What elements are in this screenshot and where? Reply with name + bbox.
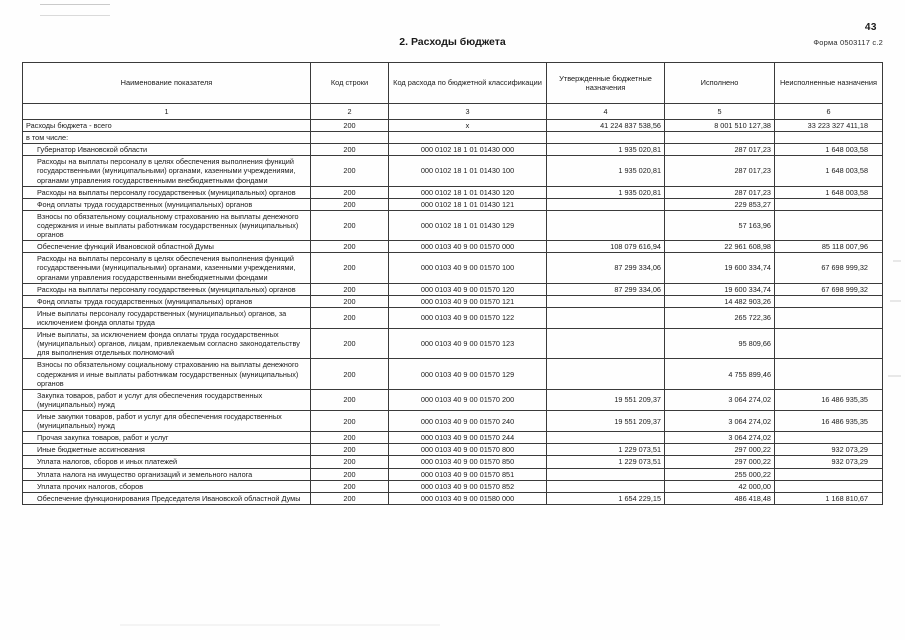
row-indicator-name: Обеспечение функций Ивановской областной Думы [23,241,311,253]
row-unexecuted-amount: 67 698 999,32 [775,253,883,283]
row-indicator-name: Губернатор Ивановской области [23,144,311,156]
row-approved-amount [547,480,665,492]
row-unexecuted-amount [775,295,883,307]
column-header-approved: Утвержденные бюджетные назначения [547,63,665,104]
table-row [23,198,883,210]
row-line-code: 200 [311,144,389,156]
row-line-code: 200 [311,241,389,253]
row-indicator-name: Расходы на выплаты персоналу в целях обеспечения выполнения функций государственными (муниципальными) органами, казенными учреждениями, органами управления государственными внебюджетными фондами [23,253,311,283]
page-number: 43 [864,22,877,33]
row-approved-amount: 108 079 616,94 [547,241,665,253]
table-row [23,307,883,328]
column-number-3: 3 [389,104,547,120]
row-approved-amount: 19 551 209,37 [547,389,665,410]
table-row [23,253,883,283]
table-row [23,156,883,186]
row-indicator-name: Взносы по обязательному социальному страхованию на выплаты денежного содержания и иные выплаты работникам государственных (муниципальных) органов [23,210,311,240]
row-line-code: 200 [311,468,389,480]
row-line-code: 200 [311,329,389,359]
table-row [23,186,883,198]
row-line-code: 200 [311,480,389,492]
row-line-code: 200 [311,198,389,210]
row-approved-amount [547,198,665,210]
column-header-name: Наименование показателя [23,63,311,104]
row-unexecuted-amount: 1 648 003,58 [775,156,883,186]
row-approved-amount [547,295,665,307]
row-indicator-name: Расходы на выплаты персоналу государственных (муниципальных) органов [23,186,311,198]
row-kbk-code: 000 0103 40 9 00 01570 000 [389,241,547,253]
row-unexecuted-amount: 67 698 999,32 [775,283,883,295]
table-row [23,492,883,504]
row-kbk-code: 000 0102 18 1 01 01430 120 [389,186,547,198]
row-kbk-code: 000 0102 18 1 01 01430 100 [389,156,547,186]
row-executed-amount: 229 853,27 [665,198,775,210]
table-row [23,132,883,144]
table-row [23,456,883,468]
row-indicator-name: Иные выплаты, за исключением фонда оплаты труда государственных (муниципальных) органов, лицам, привлекаемым согласно законодательству для выполнения отдельных полномочий [23,329,311,359]
row-kbk-code: 000 0103 40 9 00 01570 850 [389,456,547,468]
scan-artifact-top-left [40,4,110,16]
column-header-executed: Исполнено [665,63,775,104]
row-unexecuted-amount: 16 486 935,35 [775,389,883,410]
row-approved-amount [547,307,665,328]
scan-artifact-right-3 [888,375,901,377]
row-kbk-code: 000 0103 40 9 00 01580 000 [389,492,547,504]
row-executed-amount: 14 482 903,26 [665,295,775,307]
row-indicator-name: Уплата прочих налогов, сборов [23,480,311,492]
row-approved-amount: 87 299 334,06 [547,283,665,295]
row-line-code: 200 [311,410,389,431]
row-line-code: 200 [311,492,389,504]
row-approved-amount [547,468,665,480]
table-row [23,329,883,359]
row-executed-amount: 3 064 274,02 [665,432,775,444]
row-kbk-code: 000 0102 18 1 01 01430 121 [389,198,547,210]
table-body [23,120,883,505]
row-executed-amount: 22 961 608,98 [665,241,775,253]
row-kbk-code: 000 0103 40 9 00 01570 244 [389,432,547,444]
row-executed-amount: 4 755 899,46 [665,359,775,389]
row-unexecuted-amount: 16 486 935,35 [775,410,883,431]
table-row [23,410,883,431]
column-header-line-code: Код строки [311,63,389,104]
row-approved-amount [547,359,665,389]
column-number-1: 1 [23,104,311,120]
row-line-code: 200 [311,456,389,468]
row-executed-amount: 287 017,23 [665,144,775,156]
table-row [23,241,883,253]
row-unexecuted-amount: 1 168 810,67 [775,492,883,504]
row-unexecuted-amount [775,468,883,480]
row-kbk-code: 000 0102 18 1 01 01430 129 [389,210,547,240]
row-approved-amount [547,432,665,444]
row-unexecuted-amount: 33 223 327 411,18 [775,120,883,132]
row-indicator-name: Фонд оплаты труда государственных (муниципальных) органов [23,198,311,210]
column-header-kbk: Код расхода по бюджетной классификации [389,63,547,104]
scan-artifact-bottom [120,624,440,626]
row-line-code: 200 [311,186,389,198]
row-unexecuted-amount: 85 118 007,96 [775,241,883,253]
row-approved-amount: 1 654 229,15 [547,492,665,504]
table-row [23,295,883,307]
row-kbk-code: 000 0103 40 9 00 01570 122 [389,307,547,328]
row-indicator-name: Расходы бюджета - всего [23,120,311,132]
row-unexecuted-amount [775,480,883,492]
table-row [23,389,883,410]
row-indicator-name: Закупка товаров, работ и услуг для обеспечения государственных (муниципальных) нужд [23,389,311,410]
row-line-code: 200 [311,156,389,186]
row-executed-amount: 287 017,23 [665,186,775,198]
row-indicator-name: Иные выплаты персоналу государственных (муниципальных) органов, за исключением фонда оплаты труда [23,307,311,328]
row-unexecuted-amount [775,359,883,389]
row-unexecuted-amount: 932 073,29 [775,444,883,456]
row-indicator-name: Иные бюджетные ассигнования [23,444,311,456]
form-code: Форма 0503117 с.2 [813,38,883,47]
row-executed-amount: 42 000,00 [665,480,775,492]
table-row [23,444,883,456]
row-executed-amount: 297 000,22 [665,456,775,468]
column-number-4: 4 [547,104,665,120]
row-indicator-name: в том числе: [23,132,311,144]
budget-expenses-table-container [22,62,882,505]
table-row [23,468,883,480]
row-line-code: 200 [311,307,389,328]
row-indicator-name: Обеспечение функционирования Председателя Ивановской областной Думы [23,492,311,504]
row-kbk-code: 000 0103 40 9 00 01570 100 [389,253,547,283]
row-indicator-name: Расходы на выплаты персоналу в целях обеспечения выполнения функций государственными (муниципальными) органами, казенными учреждениями, органами управления государственными внебюджетными фондами [23,156,311,186]
row-line-code: 200 [311,389,389,410]
table-row [23,120,883,132]
table-row [23,480,883,492]
row-approved-amount: 1 229 073,51 [547,444,665,456]
row-line-code: 200 [311,210,389,240]
row-approved-amount: 1 229 073,51 [547,456,665,468]
row-executed-amount: 3 064 274,02 [665,410,775,431]
row-line-code: 200 [311,283,389,295]
row-executed-amount: 287 017,23 [665,156,775,186]
row-line-code: 200 [311,359,389,389]
row-approved-amount: 1 935 020,81 [547,186,665,198]
row-kbk-code: 000 0103 40 9 00 01570 240 [389,410,547,431]
row-unexecuted-amount [775,329,883,359]
row-executed-amount: 255 000,22 [665,468,775,480]
row-executed-amount: 19 600 334,74 [665,253,775,283]
row-approved-amount [547,329,665,359]
row-approved-amount: 19 551 209,37 [547,410,665,431]
row-line-code: 200 [311,432,389,444]
budget-expenses-table [22,62,883,505]
scan-artifact-right-1 [893,260,901,262]
row-kbk-code: 000 0103 40 9 00 01570 121 [389,295,547,307]
row-executed-amount: 57 163,96 [665,210,775,240]
row-indicator-name: Уплата налогов, сборов и иных платежей [23,456,311,468]
row-kbk-code: 000 0103 40 9 00 01570 800 [389,444,547,456]
row-indicator-name: Взносы по обязательному социальному страхованию на выплаты денежного содержания и иные выплаты работникам государственных (муниципальных) органов [23,359,311,389]
page-title: 2. Расходы бюджета [399,36,506,48]
table-row [23,359,883,389]
row-executed-amount: 486 418,48 [665,492,775,504]
row-executed-amount: 297 000,22 [665,444,775,456]
row-indicator-name: Уплата налога на имущество организаций и земельного налога [23,468,311,480]
row-executed-amount [665,132,775,144]
table-row [23,283,883,295]
row-unexecuted-amount [775,307,883,328]
row-unexecuted-amount [775,132,883,144]
row-indicator-name: Расходы на выплаты персоналу государственных (муниципальных) органов [23,283,311,295]
row-executed-amount: 8 001 510 127,38 [665,120,775,132]
row-kbk-code: 000 0103 40 9 00 01570 129 [389,359,547,389]
table-header-row [23,63,883,104]
row-line-code: 200 [311,444,389,456]
table-row [23,210,883,240]
table-header [23,63,883,120]
row-kbk-code: 000 0103 40 9 00 01570 120 [389,283,547,295]
row-kbk-code: 000 0103 40 9 00 01570 852 [389,480,547,492]
row-executed-amount: 3 064 274,02 [665,389,775,410]
row-kbk-code: 000 0102 18 1 01 01430 000 [389,144,547,156]
row-approved-amount [547,132,665,144]
row-unexecuted-amount [775,198,883,210]
row-executed-amount: 265 722,36 [665,307,775,328]
row-kbk-code: 000 0103 40 9 00 01570 123 [389,329,547,359]
column-number-6: 6 [775,104,883,120]
row-line-code: 200 [311,120,389,132]
table-row [23,432,883,444]
row-approved-amount: 41 224 837 538,56 [547,120,665,132]
table-row [23,144,883,156]
row-kbk-code: 000 0103 40 9 00 01570 200 [389,389,547,410]
row-line-code [311,132,389,144]
row-line-code: 200 [311,253,389,283]
scan-artifact-right-2 [890,300,901,302]
row-unexecuted-amount [775,210,883,240]
row-approved-amount [547,210,665,240]
column-header-unexecuted: Неисполненные назначения [775,63,883,104]
row-kbk-code: 000 0103 40 9 00 01570 851 [389,468,547,480]
row-kbk-code: x [389,120,547,132]
row-unexecuted-amount: 932 073,29 [775,456,883,468]
row-indicator-name: Фонд оплаты труда государственных (муниципальных) органов [23,295,311,307]
row-executed-amount: 19 600 334,74 [665,283,775,295]
row-approved-amount: 1 935 020,81 [547,156,665,186]
row-approved-amount: 1 935 020,81 [547,144,665,156]
row-indicator-name: Иные закупки товаров, работ и услуг для обеспечения государственных (муниципальных) нужд [23,410,311,431]
row-indicator-name: Прочая закупка товаров, работ и услуг [23,432,311,444]
row-executed-amount: 95 809,66 [665,329,775,359]
row-approved-amount: 87 299 334,06 [547,253,665,283]
row-unexecuted-amount [775,432,883,444]
row-unexecuted-amount: 1 648 003,58 [775,186,883,198]
column-number-2: 2 [311,104,389,120]
table-column-number-row [23,104,883,120]
column-number-5: 5 [665,104,775,120]
row-line-code: 200 [311,295,389,307]
row-kbk-code [389,132,547,144]
row-unexecuted-amount: 1 648 003,58 [775,144,883,156]
